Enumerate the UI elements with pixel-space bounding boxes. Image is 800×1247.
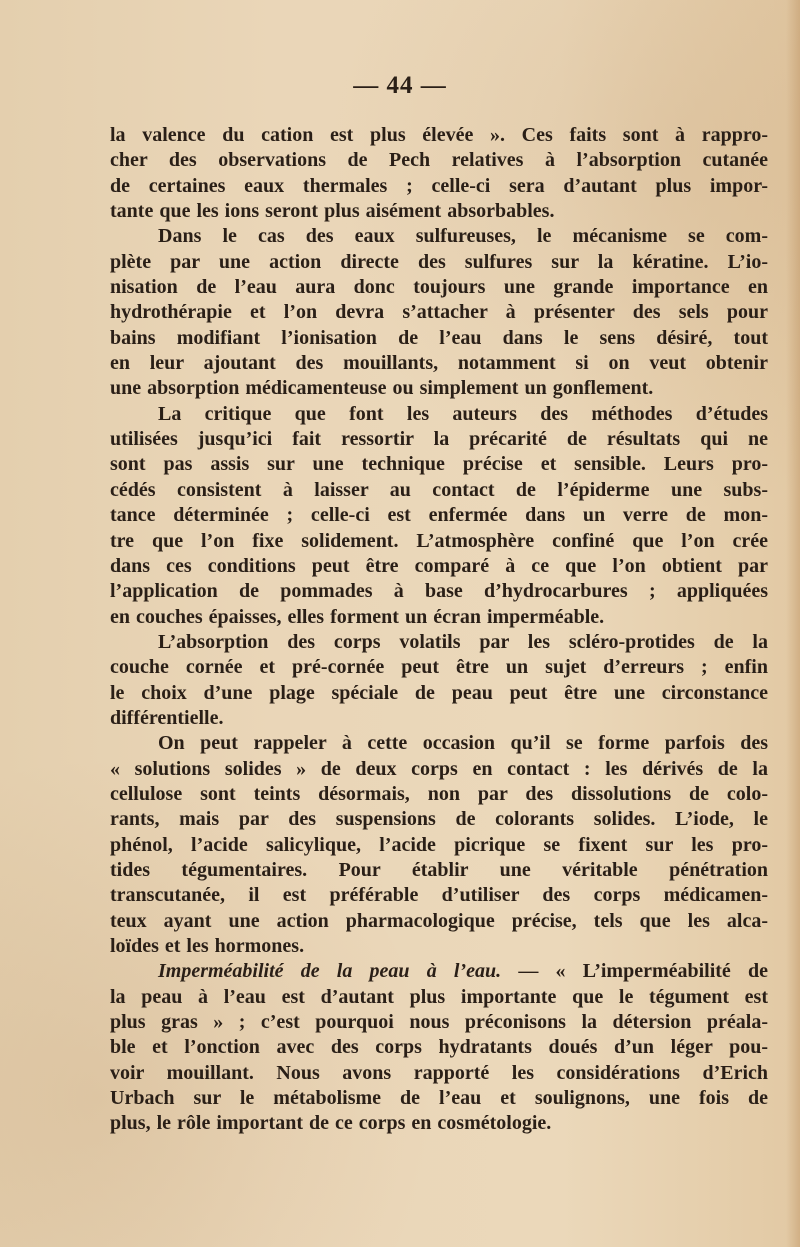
text-line: sont pas assis sur une technique précise et sensible. Leurs pro- — [110, 453, 768, 476]
text-line: transcutanée, il est préférable d’utiliser des corps médicamen- — [110, 884, 768, 907]
paragraph-3 — [110, 402, 768, 630]
text-line: loïdes et les hormones. — [110, 935, 305, 957]
text-line: en leur ajoutant des mouillants, notamment si on veut obtenir — [110, 352, 768, 375]
text-line: phénol, l’acide salicylique, l’acide picrique se fixent sur les pro- — [110, 833, 768, 856]
text-line: bains modifiant l’ionisation de l’eau dans le sens désiré, tout — [110, 326, 768, 349]
text-line: la valence du cation est plus élevée ». Ces faits sont à rappro- — [110, 124, 768, 146]
paragraph-6 — [110, 959, 768, 1136]
text-line: rants, mais par des suspensions de colorants solides. L’iode, le — [110, 808, 768, 831]
text-line: l’application de pommades à base d’hydrocarbures ; appliquées — [110, 580, 768, 603]
text-line: cellulose sont teints désormais, non par des dissolutions de colo- — [110, 782, 768, 805]
text-line: en couches épaisses, elles forment un écran imperméable. — [110, 605, 605, 628]
text-line: utilisées jusqu’ici fait ressortir la précarité de résultats qui ne — [110, 428, 768, 451]
text-line: plus, le rôle important de ce corps en cosmétologie. — [110, 1112, 552, 1135]
text-line: différentielle. — [110, 706, 224, 729]
text-line: teux ayant une action pharmacologique précise, tels que les alca- — [110, 909, 768, 932]
text-line: cédés consistent à laisser au contact de l’épiderme une subs- — [110, 478, 768, 501]
text-line: dans ces conditions peut être comparé à ce que l’on obtient par — [110, 554, 768, 577]
text-line: nisation de l’eau aura donc toujours une grande importance en — [110, 276, 768, 299]
paragraph-5 — [110, 731, 768, 959]
text-line: On peut rappeler à cette occasion qu’il se forme parfois des — [158, 732, 768, 755]
text-line: tides tégumentaires. Pour établir une véritable pénétration — [110, 858, 768, 881]
text-line: de certaines eaux thermales ; celle-ci sera d’autant plus impor- — [110, 174, 768, 197]
text-line: plus gras » ; c’est pourquoi nous préconisons la détersion préala- — [110, 1011, 768, 1034]
text-line: voir mouillant. Nous avons rapporté les considérations d’Erich — [110, 1061, 768, 1084]
heading-line-rest: — « L’imperméabilité de — [501, 960, 768, 983]
page-number: — 44 — — [353, 72, 447, 99]
text-line: Urbach sur le métabolisme de l’eau et soulignons, une fois de — [110, 1087, 768, 1110]
text-line: La critique que font les auteurs des méthodes d’études — [158, 402, 768, 425]
text-line: plète par une action directe des sulfures sur la kératine. L’io- — [110, 250, 768, 273]
section-heading: Imperméabilité de la peau à l’eau. — [158, 960, 502, 983]
text-line: Dans le cas des eaux sulfureuses, le mécanisme se com- — [158, 225, 768, 248]
text-line: ble et l’onction avec des corps hydratants doués d’un léger pou- — [110, 1036, 768, 1059]
body-text — [110, 123, 768, 1137]
paragraph-4 — [110, 630, 768, 731]
text-line: « solutions solides » de deux corps en contact : les dérivés de la — [110, 757, 768, 780]
text-line: tre que l’on fixe solidement. L’atmosphère confiné que l’on crée — [110, 529, 768, 552]
paragraph-1 — [110, 123, 768, 224]
text-line: couche cornée et pré-cornée peut être un sujet d’erreurs ; enfin — [110, 656, 768, 679]
text-line: tante que les ions seront plus aisément absorbables. — [110, 200, 555, 223]
text-line: L’absorption des corps volatils par les scléro-protides de la — [158, 630, 768, 653]
text-line: une absorption médicamenteuse ou simplement un gonflement. — [110, 377, 654, 400]
paragraph-2 — [110, 224, 768, 401]
text-line: la peau à l’eau est d’autant plus importante que le tégument est — [110, 985, 768, 1008]
text-line: tance déterminée ; celle-ci est enfermée dans un verre de mon- — [110, 504, 768, 527]
text-line: cher des observations de Pech relatives à l’absorption cutanée — [110, 149, 768, 172]
text-line: le choix d’une plage spéciale de peau peut être une circonstance — [110, 681, 768, 704]
page-edge-shadow — [786, 0, 800, 1247]
text-line: hydrothérapie et l’on devra s’attacher à présenter des sels pour — [110, 301, 768, 324]
section-heading-line — [110, 959, 768, 984]
